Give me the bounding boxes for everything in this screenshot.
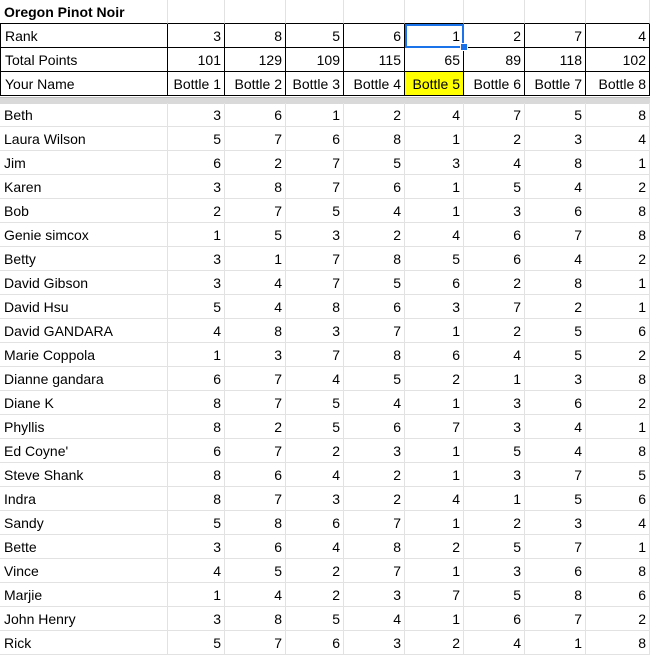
score-cell[interactable]: 1 [586, 415, 650, 439]
taster-name-cell[interactable]: Beth [0, 103, 168, 127]
score-cell[interactable]: 6 [525, 199, 586, 223]
score-cell[interactable]: 4 [464, 343, 525, 367]
score-cell[interactable]: 3 [168, 247, 225, 271]
total-cell[interactable]: 102 [586, 48, 650, 72]
score-cell[interactable]: 5 [286, 199, 344, 223]
score-cell[interactable]: 4 [225, 271, 286, 295]
taster-name-cell[interactable]: Marjie [0, 583, 168, 607]
score-cell[interactable]: 5 [464, 439, 525, 463]
score-cell[interactable]: 8 [586, 223, 650, 247]
rank-cell[interactable]: 4 [586, 24, 650, 48]
empty-cell[interactable] [168, 0, 225, 24]
score-cell[interactable]: 5 [168, 511, 225, 535]
score-cell[interactable]: 2 [525, 295, 586, 319]
score-cell[interactable]: 4 [405, 223, 464, 247]
taster-name-cell[interactable]: John Henry [0, 607, 168, 631]
score-cell[interactable]: 4 [464, 151, 525, 175]
score-cell[interactable]: 4 [525, 175, 586, 199]
taster-name-cell[interactable]: Bob [0, 199, 168, 223]
table-row [0, 439, 650, 463]
score-cell[interactable]: 4 [168, 559, 225, 583]
score-cell[interactable]: 4 [405, 103, 464, 127]
score-cell[interactable]: 5 [168, 631, 225, 655]
score-cell[interactable]: 3 [168, 175, 225, 199]
total-cell[interactable]: 118 [525, 48, 586, 72]
table-row [0, 175, 650, 199]
score-cell[interactable]: 6 [286, 511, 344, 535]
bottle-header-row [0, 72, 650, 96]
score-cell[interactable]: 4 [405, 487, 464, 511]
score-cell[interactable]: 6 [344, 295, 405, 319]
score-cell[interactable]: 4 [525, 247, 586, 271]
score-cell[interactable]: 5 [286, 391, 344, 415]
score-cell[interactable]: 7 [225, 367, 286, 391]
empty-cell[interactable] [225, 0, 286, 24]
table-row [0, 583, 650, 607]
total-cell[interactable]: 109 [286, 48, 344, 72]
score-cell[interactable]: 4 [286, 535, 344, 559]
score-cell[interactable]: 3 [286, 319, 344, 343]
score-cell[interactable]: 2 [405, 535, 464, 559]
score-cell[interactable]: 8 [168, 415, 225, 439]
bottle-header-highlighted[interactable]: Bottle 5 [405, 72, 464, 96]
score-cell[interactable]: 3 [168, 607, 225, 631]
score-cell[interactable]: 5 [464, 175, 525, 199]
score-cell[interactable]: 5 [464, 535, 525, 559]
total-points-row [0, 48, 650, 72]
table-row [0, 415, 650, 439]
score-cell[interactable]: 8 [586, 367, 650, 391]
score-cell[interactable]: 2 [344, 103, 405, 127]
table-row [0, 223, 650, 247]
score-cell[interactable]: 3 [464, 463, 525, 487]
score-cell[interactable]: 2 [586, 247, 650, 271]
score-cell[interactable]: 1 [525, 631, 586, 655]
score-cell[interactable]: 8 [168, 463, 225, 487]
score-cell[interactable]: 2 [344, 223, 405, 247]
score-cell[interactable]: 5 [286, 415, 344, 439]
score-cell[interactable]: 1 [405, 439, 464, 463]
table-row [0, 295, 650, 319]
score-cell[interactable]: 3 [464, 415, 525, 439]
score-cell[interactable]: 1 [405, 559, 464, 583]
score-cell[interactable]: 2 [344, 487, 405, 511]
score-cell[interactable]: 3 [525, 127, 586, 151]
score-cell[interactable]: 1 [405, 175, 464, 199]
score-cell[interactable]: 4 [464, 631, 525, 655]
score-cell[interactable]: 3 [464, 199, 525, 223]
score-cell[interactable]: 1 [405, 511, 464, 535]
score-cell[interactable]: 2 [286, 439, 344, 463]
table-row [0, 127, 650, 151]
score-cell[interactable]: 8 [525, 583, 586, 607]
score-cell[interactable]: 7 [344, 319, 405, 343]
taster-name-cell[interactable]: Karen [0, 175, 168, 199]
score-cell[interactable]: 8 [225, 319, 286, 343]
score-cell[interactable]: 2 [464, 271, 525, 295]
score-cell[interactable]: 7 [525, 463, 586, 487]
score-cell[interactable]: 5 [286, 607, 344, 631]
taster-name-cell[interactable]: Bette [0, 535, 168, 559]
score-cell[interactable]: 3 [168, 535, 225, 559]
taster-name-cell[interactable]: Jim [0, 151, 168, 175]
score-cell[interactable]: 5 [405, 247, 464, 271]
score-cell[interactable]: 7 [225, 199, 286, 223]
score-cell[interactable]: 1 [464, 367, 525, 391]
score-cell[interactable]: 2 [168, 199, 225, 223]
score-cell[interactable]: 3 [344, 631, 405, 655]
score-cell[interactable]: 8 [225, 175, 286, 199]
bottle-header[interactable]: Bottle 4 [344, 72, 405, 96]
score-cell[interactable]: 7 [464, 103, 525, 127]
table-row [0, 343, 650, 367]
score-cell[interactable]: 7 [286, 247, 344, 271]
score-cell[interactable]: 4 [225, 583, 286, 607]
score-cell[interactable]: 2 [586, 607, 650, 631]
score-cell[interactable]: 6 [225, 535, 286, 559]
rank-cell[interactable]: 7 [525, 24, 586, 48]
total-cell[interactable]: 65 [405, 48, 464, 72]
score-cell[interactable]: 3 [405, 295, 464, 319]
empty-cell[interactable] [586, 0, 650, 24]
score-cell[interactable]: 2 [464, 127, 525, 151]
total-cell[interactable]: 115 [344, 48, 405, 72]
rank-row [0, 24, 650, 48]
score-cell[interactable]: 6 [286, 127, 344, 151]
score-cell[interactable]: 4 [344, 391, 405, 415]
table-row [0, 199, 650, 223]
score-cell[interactable]: 3 [464, 559, 525, 583]
score-cell[interactable]: 4 [344, 607, 405, 631]
score-cell[interactable]: 3 [464, 391, 525, 415]
taster-name-cell[interactable]: Betty [0, 247, 168, 271]
score-cell[interactable]: 7 [225, 487, 286, 511]
score-cell[interactable]: 1 [405, 391, 464, 415]
score-cell[interactable]: 5 [525, 319, 586, 343]
score-cell[interactable]: 5 [525, 103, 586, 127]
score-cell[interactable]: 7 [525, 223, 586, 247]
taster-name-cell[interactable]: Ed Coyne' [0, 439, 168, 463]
score-cell[interactable]: 2 [286, 559, 344, 583]
score-cell[interactable]: 5 [525, 343, 586, 367]
sheet-title[interactable]: Oregon Pinot Noir [0, 0, 168, 24]
table-row [0, 247, 650, 271]
score-cell[interactable]: 8 [344, 247, 405, 271]
taster-name-cell[interactable]: Phyllis [0, 415, 168, 439]
rank-cell[interactable]: 5 [286, 24, 344, 48]
score-cell[interactable]: 1 [168, 223, 225, 247]
score-cell[interactable]: 6 [525, 559, 586, 583]
table-row [0, 535, 650, 559]
total-cell[interactable]: 89 [464, 48, 525, 72]
taster-name-cell[interactable]: Vince [0, 559, 168, 583]
score-cell[interactable]: 1 [464, 487, 525, 511]
score-cell[interactable]: 8 [586, 559, 650, 583]
score-cell[interactable]: 6 [405, 271, 464, 295]
score-cell[interactable]: 2 [464, 319, 525, 343]
score-cell[interactable]: 1 [586, 151, 650, 175]
score-cell[interactable]: 1 [286, 103, 344, 127]
bottle-header[interactable]: Bottle 1 [168, 72, 225, 96]
score-cell[interactable]: 4 [586, 127, 650, 151]
taster-name-cell[interactable]: Diane K [0, 391, 168, 415]
score-cell[interactable]: 1 [405, 127, 464, 151]
score-cell[interactable]: 4 [525, 439, 586, 463]
score-cell[interactable]: 1 [405, 199, 464, 223]
table-row [0, 391, 650, 415]
score-cell[interactable]: 7 [286, 151, 344, 175]
score-cell[interactable]: 8 [525, 151, 586, 175]
score-cell[interactable]: 3 [525, 367, 586, 391]
score-cell[interactable]: 6 [344, 175, 405, 199]
total-cell[interactable]: 101 [168, 48, 225, 72]
taster-name-cell[interactable]: David GANDARA [0, 319, 168, 343]
score-cell[interactable]: 3 [405, 151, 464, 175]
taster-name-cell[interactable]: Rick [0, 631, 168, 655]
bottle-header[interactable]: Bottle 7 [525, 72, 586, 96]
score-cell[interactable]: 6 [586, 319, 650, 343]
score-cell[interactable]: 2 [464, 511, 525, 535]
rank-cell[interactable]: 8 [225, 24, 286, 48]
taster-name-cell[interactable]: Dianne gandara [0, 367, 168, 391]
table-row [0, 103, 650, 127]
score-cell[interactable]: 5 [225, 223, 286, 247]
score-cell[interactable]: 1 [405, 463, 464, 487]
title-row [0, 0, 650, 24]
total-cell[interactable]: 129 [225, 48, 286, 72]
score-cell[interactable]: 7 [525, 535, 586, 559]
taster-name-cell[interactable]: Laura Wilson [0, 127, 168, 151]
score-cell[interactable]: 6 [464, 223, 525, 247]
empty-cell[interactable] [464, 0, 525, 24]
score-cell[interactable]: 3 [168, 271, 225, 295]
score-cell[interactable]: 6 [225, 463, 286, 487]
score-cell[interactable]: 4 [286, 367, 344, 391]
score-cell[interactable]: 6 [286, 631, 344, 655]
score-cell[interactable]: 6 [168, 439, 225, 463]
score-cell[interactable]: 2 [344, 463, 405, 487]
score-cell[interactable]: 4 [225, 295, 286, 319]
score-cell[interactable]: 1 [405, 607, 464, 631]
score-cell[interactable]: 6 [405, 343, 464, 367]
table-row [0, 631, 650, 655]
score-cell[interactable]: 8 [168, 487, 225, 511]
your-name-label[interactable]: Your Name [0, 72, 168, 96]
total-points-label[interactable]: Total Points [0, 48, 168, 72]
bottle-header[interactable]: Bottle 3 [286, 72, 344, 96]
score-cell[interactable]: 3 [344, 439, 405, 463]
fill-handle[interactable] [460, 43, 468, 51]
score-cell[interactable]: 8 [168, 391, 225, 415]
score-cell[interactable]: 2 [405, 631, 464, 655]
score-cell[interactable]: 7 [344, 511, 405, 535]
score-cell[interactable]: 5 [344, 151, 405, 175]
score-cell[interactable]: 1 [405, 319, 464, 343]
taster-name-cell[interactable]: Genie simcox [0, 223, 168, 247]
score-cell[interactable]: 8 [225, 511, 286, 535]
score-cell[interactable]: 3 [286, 223, 344, 247]
score-cell[interactable]: 6 [168, 367, 225, 391]
table-row [0, 271, 650, 295]
score-cell[interactable]: 2 [405, 367, 464, 391]
table-row [0, 319, 650, 343]
score-cell[interactable]: 6 [464, 247, 525, 271]
score-cell[interactable]: 3 [525, 511, 586, 535]
score-cell[interactable]: 6 [168, 151, 225, 175]
score-cell[interactable]: 5 [344, 271, 405, 295]
score-cell[interactable]: 7 [225, 631, 286, 655]
score-cell[interactable]: 5 [586, 463, 650, 487]
table-row [0, 151, 650, 175]
score-cell[interactable]: 5 [168, 295, 225, 319]
score-cell[interactable]: 2 [586, 343, 650, 367]
score-cell[interactable]: 4 [586, 511, 650, 535]
empty-cell[interactable] [525, 0, 586, 24]
taster-name-cell[interactable]: Sandy [0, 511, 168, 535]
score-cell[interactable]: 1 [168, 343, 225, 367]
score-cell[interactable]: 5 [168, 127, 225, 151]
score-cell[interactable]: 8 [286, 295, 344, 319]
score-cell[interactable]: 8 [525, 271, 586, 295]
score-cell[interactable]: 7 [286, 343, 344, 367]
bottle-header[interactable]: Bottle 6 [464, 72, 525, 96]
score-cell[interactable]: 4 [286, 463, 344, 487]
score-cell[interactable]: 5 [525, 487, 586, 511]
rank-label[interactable]: Rank [0, 24, 168, 48]
score-cell[interactable]: 8 [586, 439, 650, 463]
score-cell[interactable]: 2 [586, 391, 650, 415]
empty-cell[interactable] [286, 0, 344, 24]
score-cell[interactable]: 5 [344, 367, 405, 391]
score-cell[interactable]: 6 [586, 487, 650, 511]
score-cell[interactable]: 5 [464, 583, 525, 607]
score-cell[interactable]: 7 [344, 559, 405, 583]
score-cell[interactable]: 6 [464, 607, 525, 631]
score-cell[interactable]: 8 [586, 103, 650, 127]
score-cell[interactable]: 1 [586, 271, 650, 295]
score-cell[interactable]: 8 [344, 127, 405, 151]
score-cell[interactable]: 2 [586, 175, 650, 199]
rank-cell[interactable]: 3 [168, 24, 225, 48]
table-row [0, 607, 650, 631]
rank-cell[interactable]: 6 [344, 24, 405, 48]
score-cell[interactable]: 8 [344, 535, 405, 559]
score-cell[interactable]: 8 [586, 631, 650, 655]
score-cell[interactable]: 7 [225, 127, 286, 151]
score-cell[interactable]: 1 [168, 583, 225, 607]
taster-name-cell[interactable]: Steve Shank [0, 463, 168, 487]
table-row [0, 367, 650, 391]
score-cell[interactable]: 7 [405, 583, 464, 607]
taster-name-cell[interactable]: Marie Coppola [0, 343, 168, 367]
empty-cell[interactable] [405, 0, 464, 24]
score-cell[interactable]: 4 [525, 415, 586, 439]
table-row [0, 463, 650, 487]
score-cell[interactable]: 6 [586, 583, 650, 607]
score-cell[interactable]: 7 [286, 271, 344, 295]
table-row [0, 511, 650, 535]
score-cell[interactable]: 6 [225, 103, 286, 127]
score-cell[interactable]: 1 [586, 295, 650, 319]
score-cell[interactable]: 7 [225, 439, 286, 463]
score-cell[interactable]: 7 [525, 607, 586, 631]
score-cell[interactable]: 7 [405, 415, 464, 439]
rank-cell[interactable]: 2 [464, 24, 525, 48]
score-cell[interactable]: 2 [225, 151, 286, 175]
score-cell[interactable]: 7 [225, 391, 286, 415]
score-cell[interactable]: 6 [344, 415, 405, 439]
table-row [0, 559, 650, 583]
score-cell[interactable]: 2 [225, 415, 286, 439]
score-cell[interactable]: 3 [168, 103, 225, 127]
score-cell[interactable]: 3 [286, 487, 344, 511]
score-cell[interactable]: 7 [286, 175, 344, 199]
taster-name-cell[interactable]: Indra [0, 487, 168, 511]
score-cell[interactable]: 3 [225, 343, 286, 367]
taster-name-cell[interactable]: David Gibson [0, 271, 168, 295]
score-cell[interactable]: 1 [225, 247, 286, 271]
score-cell[interactable]: 1 [586, 535, 650, 559]
table-row [0, 487, 650, 511]
bottle-header[interactable]: Bottle 2 [225, 72, 286, 96]
score-cell[interactable]: 8 [586, 199, 650, 223]
score-cell[interactable]: 4 [344, 199, 405, 223]
bottle-header[interactable]: Bottle 8 [586, 72, 650, 96]
empty-cell[interactable] [344, 0, 405, 24]
score-cell[interactable]: 3 [344, 583, 405, 607]
score-cell[interactable]: 8 [344, 343, 405, 367]
score-cell[interactable]: 2 [286, 583, 344, 607]
rank-cell-selected[interactable]: 1 [405, 24, 464, 48]
score-cell[interactable]: 7 [464, 295, 525, 319]
score-cell[interactable]: 8 [225, 607, 286, 631]
score-cell[interactable]: 4 [168, 319, 225, 343]
taster-name-cell[interactable]: David Hsu [0, 295, 168, 319]
score-cell[interactable]: 5 [225, 559, 286, 583]
score-cell[interactable]: 6 [525, 391, 586, 415]
